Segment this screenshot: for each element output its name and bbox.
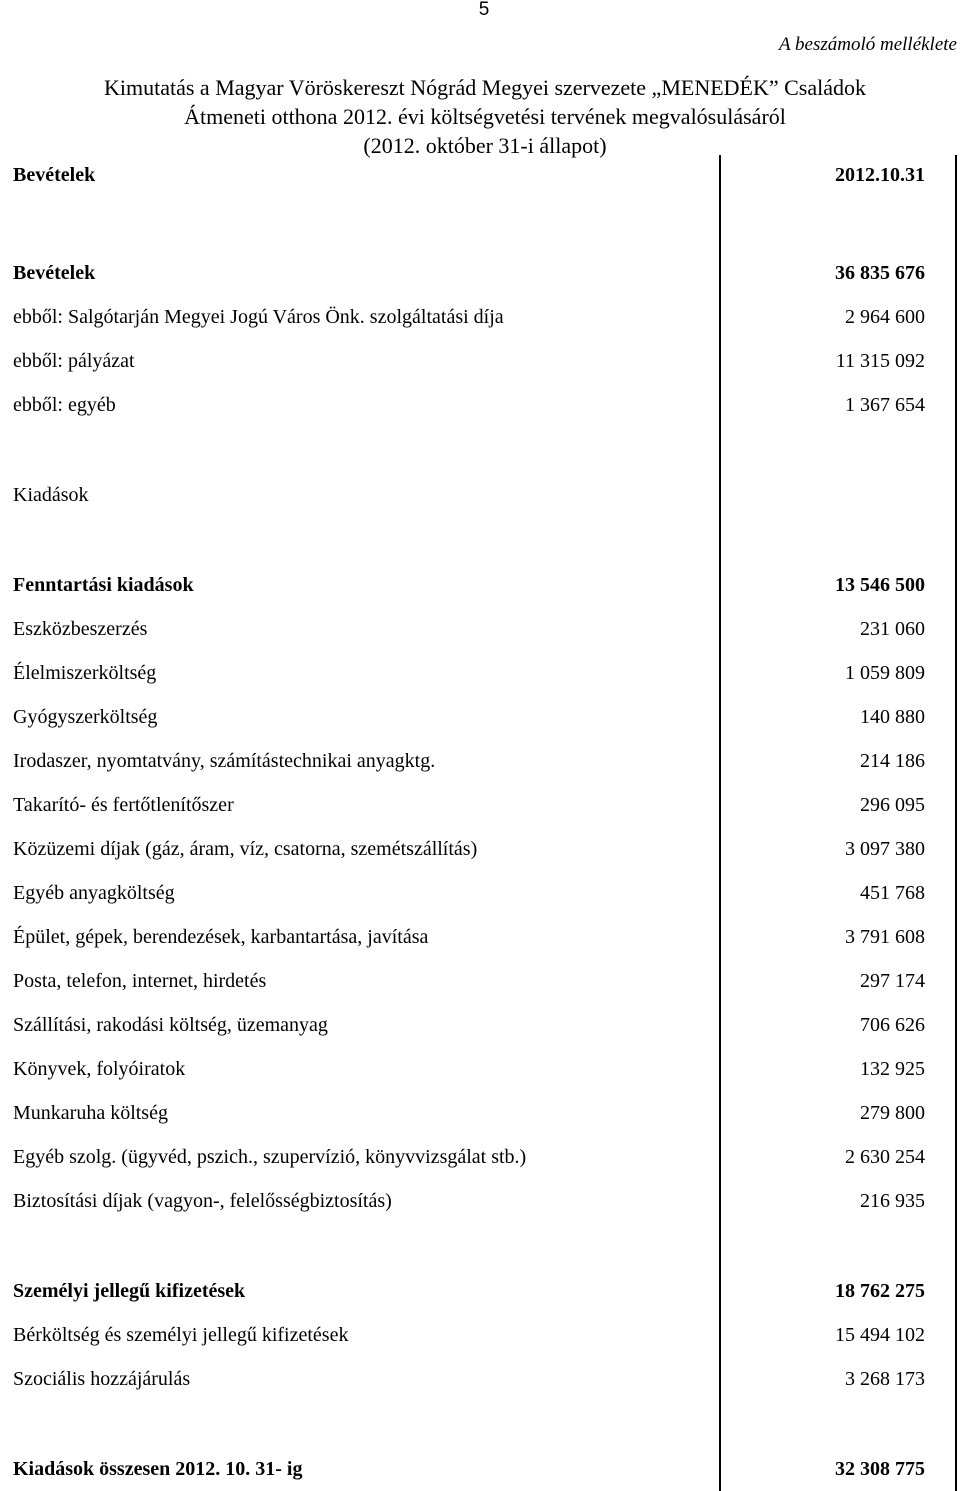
row-label: Közüzemi díjak (gáz, áram, víz, csatorna, szemétszállítás): [13, 837, 478, 860]
spacer-row: [3, 517, 956, 563]
row-label: Egyéb anyagköltség: [13, 881, 175, 904]
row-value: 2 964 600: [720, 295, 956, 339]
row-label: Fenntartási kiadások: [13, 573, 194, 596]
row-label: Szociális hozzájárulás: [13, 1367, 191, 1390]
row-label: [3, 1401, 720, 1447]
section-heading-row: [3, 473, 956, 517]
table-row: [3, 1047, 956, 1091]
table-header-row: [3, 155, 956, 195]
row-value: 706 626: [720, 1003, 956, 1047]
row-value: 132 925: [720, 1047, 956, 1091]
row-value: 2 630 254: [720, 1135, 956, 1179]
row-label: Bérköltség és személyi jellegű kifizetések: [13, 1323, 349, 1346]
row-value: 32 308 775: [720, 1447, 956, 1491]
row-value: 231 060: [720, 607, 956, 651]
row-label: Munkaruha költség: [13, 1101, 168, 1124]
row-value: 3 268 173: [720, 1357, 956, 1401]
row-value: [720, 427, 956, 473]
row-value: [720, 195, 956, 251]
row-label: Gyógyszerköltség: [13, 705, 158, 728]
row-label: [3, 427, 720, 473]
table-row: [3, 695, 956, 739]
row-value: 1 367 654: [720, 383, 956, 427]
row-value: [720, 1223, 956, 1269]
row-value: 297 174: [720, 959, 956, 1003]
table-row: [3, 383, 956, 427]
row-value: 18 762 275: [720, 1269, 956, 1313]
table-row: [3, 607, 956, 651]
table-row: [3, 915, 956, 959]
table-row: [3, 339, 956, 383]
row-label: [3, 195, 720, 251]
table-row: [3, 1135, 956, 1179]
table-row: [3, 959, 956, 1003]
title-line-3: (2012. október 31-i állapot): [363, 133, 607, 158]
row-label: Takarító- és fertőtlenítőszer: [13, 793, 234, 816]
table-row: [3, 1357, 956, 1401]
row-value: 1 059 809: [720, 651, 956, 695]
table-row: [3, 1091, 956, 1135]
row-value: 36 835 676: [720, 251, 956, 295]
row-value: 3 791 608: [720, 915, 956, 959]
row-label: ebből: pályázat: [13, 349, 135, 372]
revenue-total-row: [3, 251, 956, 295]
row-label: [3, 1223, 720, 1269]
row-label: Kiadások összesen 2012. 10. 31- ig: [13, 1457, 303, 1480]
spacer-row: [3, 427, 956, 473]
table-row: [3, 783, 956, 827]
row-label: ebből: Salgótarján Megyei Jogú Város Önk. szolgáltatási díja: [13, 305, 504, 328]
row-label: Biztosítási díjak (vagyon-, felelősségbiztosítás): [13, 1189, 392, 1212]
header-label: Bevételek: [13, 163, 96, 186]
row-value: 216 935: [720, 1179, 956, 1223]
table-row: [3, 1179, 956, 1223]
budget-table: [3, 155, 957, 1491]
table-row: [3, 1313, 956, 1357]
row-value: 451 768: [720, 871, 956, 915]
row-value: [720, 1401, 956, 1447]
spacer-row: [3, 1223, 956, 1269]
row-label: Egyéb szolg. (ügyvéd, pszich., szupervízió, könyvvizsgálat stb.): [13, 1145, 527, 1168]
row-value: 214 186: [720, 739, 956, 783]
row-label: Szállítási, rakodási költség, üzemanyag: [13, 1013, 328, 1036]
row-label: Kiadások: [13, 483, 89, 506]
grand-total-row: [3, 1447, 956, 1491]
row-label: Élelmiszerköltség: [13, 661, 157, 684]
header-date: 2012.10.31: [720, 155, 956, 195]
row-value: 140 880: [720, 695, 956, 739]
spacer-row: [3, 195, 956, 251]
row-value: 296 095: [720, 783, 956, 827]
row-label: Épület, gépek, berendezések, karbantartása, javítása: [13, 925, 429, 948]
row-label: [3, 517, 720, 563]
title-line-2: Átmeneti otthona 2012. évi költségvetési tervének megvalósulásáról: [184, 104, 786, 129]
page-number: 5: [478, 0, 490, 20]
subtotal-row: [3, 563, 956, 607]
row-label: Személyi jellegű kifizetések: [13, 1279, 246, 1302]
table-row: [3, 1003, 956, 1047]
annex-label: A beszámoló melléklete: [779, 34, 957, 55]
row-label: Bevételek: [13, 261, 96, 284]
table-row: [3, 827, 956, 871]
table-row: [3, 871, 956, 915]
row-value: 279 800: [720, 1091, 956, 1135]
title-line-1: Kimutatás a Magyar Vöröskereszt Nógrád Megyei szervezete „MENEDÉK” Családok: [104, 75, 866, 100]
row-label: Könyvek, folyóiratok: [13, 1057, 186, 1080]
row-value: 15 494 102: [720, 1313, 956, 1357]
row-value: 11 315 092: [720, 339, 956, 383]
row-label: Posta, telefon, internet, hirdetés: [13, 969, 267, 992]
row-label: Irodaszer, nyomtatvány, számítástechnikai anyagktg.: [13, 749, 436, 772]
document-title: [36, 73, 934, 160]
row-value: [720, 517, 956, 563]
row-label: Eszközbeszerzés: [13, 617, 148, 640]
row-value: 3 097 380: [720, 827, 956, 871]
row-value: 13 546 500: [720, 563, 956, 607]
row-label: ebből: egyéb: [13, 393, 116, 416]
table-row: [3, 295, 956, 339]
table-row: [3, 739, 956, 783]
subtotal-row: [3, 1269, 956, 1313]
table-row: [3, 651, 956, 695]
spacer-row: [3, 1401, 956, 1447]
row-value: [720, 473, 956, 517]
